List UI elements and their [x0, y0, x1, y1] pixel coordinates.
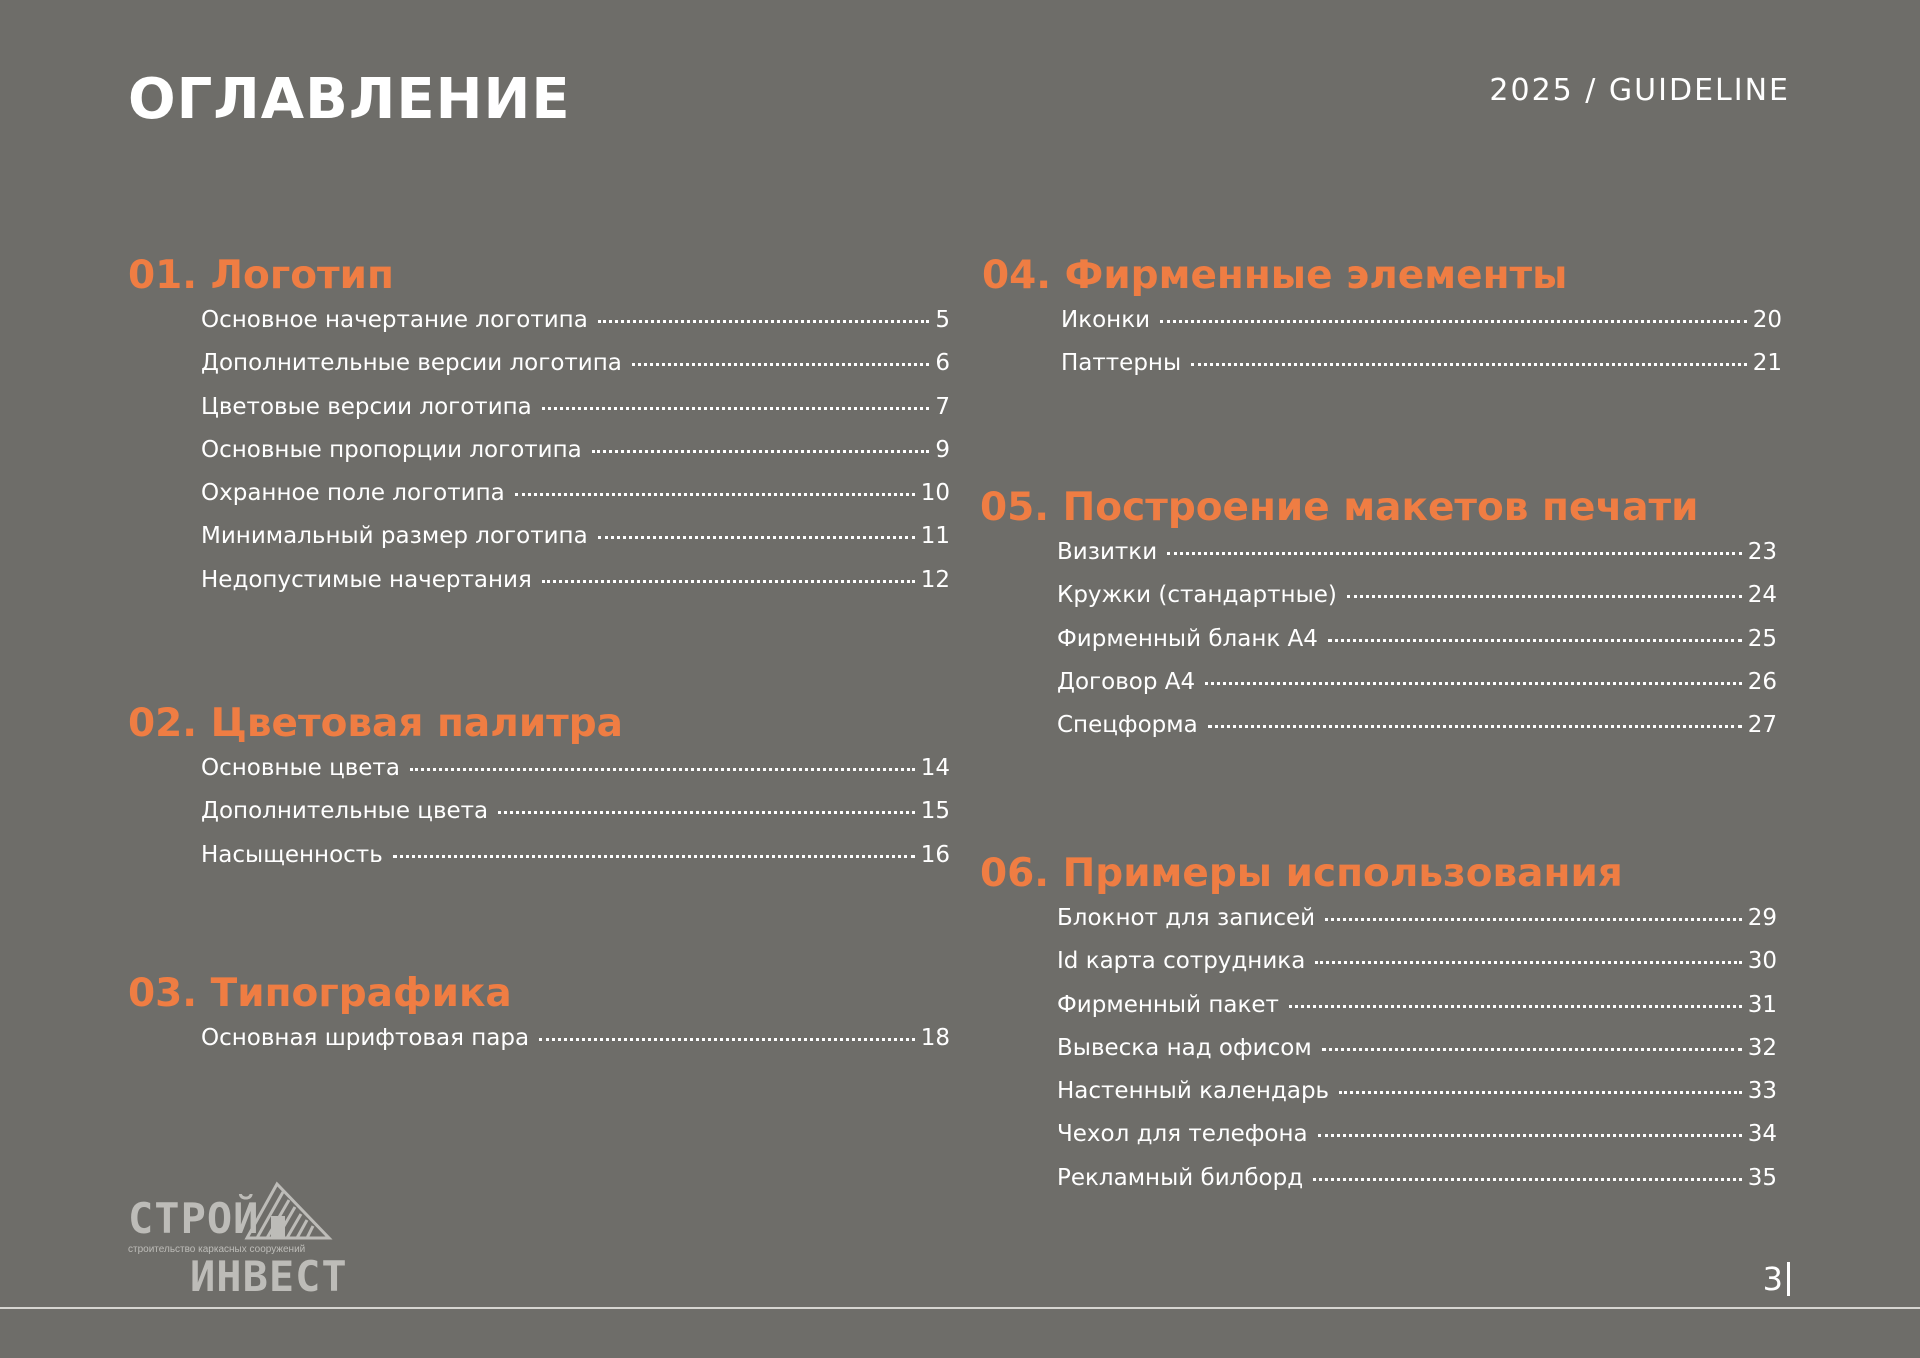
toc-list — [1057, 905, 1777, 1208]
toc-item[interactable] — [201, 755, 950, 798]
dot-leader — [393, 855, 915, 858]
toc-list — [201, 755, 950, 885]
toc-item-label: Паттерны — [1061, 350, 1182, 377]
toc-item[interactable] — [201, 842, 950, 885]
dot-leader — [1322, 1048, 1742, 1051]
toc-item-page: 29 — [1747, 905, 1777, 931]
toc-item-label: Блокнот для записей — [1057, 905, 1316, 931]
toc-list — [201, 307, 950, 610]
toc-section-print-layouts — [980, 484, 1777, 755]
section-title[interactable]: 05. Построение макетов печати — [980, 485, 1699, 530]
toc-item-label: Основные пропорции логотипа — [201, 436, 582, 463]
toc-item-label: Визитки — [1057, 539, 1158, 565]
toc-item-page: 33 — [1747, 1078, 1777, 1105]
toc-item-label: Фирменный бланк А4 — [1057, 625, 1318, 652]
toc-item-page: 20 — [1752, 307, 1782, 333]
toc-item-page: 31 — [1747, 991, 1777, 1018]
toc-item-page: 24 — [1747, 582, 1777, 609]
toc-item[interactable] — [1057, 1078, 1777, 1121]
dot-leader — [542, 580, 915, 583]
toc-item-label: Настенный календарь — [1057, 1078, 1330, 1105]
toc-item-page: 6 — [935, 350, 950, 377]
toc-item-page: 11 — [920, 523, 950, 550]
page-number-divider — [1787, 1262, 1790, 1296]
toc-item-page: 5 — [935, 307, 950, 333]
toc-item-label: Договор А4 — [1057, 668, 1196, 695]
dot-leader — [1289, 1005, 1742, 1008]
dot-leader — [1347, 595, 1742, 598]
dot-leader — [1160, 320, 1747, 323]
toc-section-logo — [128, 252, 950, 610]
toc-item-label: Недопустимые начертания — [201, 566, 532, 593]
dot-leader — [1205, 682, 1742, 685]
dot-leader — [1191, 363, 1747, 366]
toc-item[interactable] — [201, 350, 950, 393]
toc-list — [1057, 539, 1777, 755]
logo-tagline: строительство каркасных сооружений — [128, 1244, 306, 1255]
toc-section-brand-elements — [982, 252, 1782, 394]
toc-item-page: 35 — [1747, 1164, 1777, 1191]
toc-item[interactable] — [1061, 350, 1782, 393]
toc-item-page: 9 — [935, 436, 950, 463]
dot-leader — [498, 811, 915, 814]
document-tag: 2025 / GUIDELINE — [1489, 73, 1790, 108]
toc-item-page: 30 — [1747, 948, 1777, 975]
company-logo — [128, 1180, 348, 1301]
dot-leader — [539, 1038, 915, 1041]
toc-item-label: Основное начертание логотипа — [201, 307, 588, 333]
toc-section-usage-examples — [980, 850, 1777, 1208]
toc-item[interactable] — [201, 523, 950, 566]
toc-item-label: Основная шрифтовая пара — [201, 1025, 530, 1051]
toc-item[interactable] — [201, 1025, 950, 1068]
section-title[interactable]: 03. Типографика — [128, 971, 512, 1016]
toc-item[interactable] — [1057, 948, 1777, 991]
toc-item[interactable] — [1057, 539, 1777, 582]
toc-item-label: Дополнительные версии логотипа — [201, 350, 622, 377]
toc-item-page: 26 — [1747, 668, 1777, 695]
toc-list — [1061, 307, 1782, 394]
page-number: 3 — [1762, 1260, 1783, 1298]
logo-wordmark-top: СТРОЙ — [128, 1194, 260, 1243]
toc-item[interactable] — [201, 567, 950, 610]
dot-leader — [1325, 918, 1742, 921]
section-title[interactable]: 06. Примеры использования — [980, 851, 1623, 896]
toc-item-label: Вывеска над офисом — [1057, 1034, 1312, 1061]
toc-item-page: 12 — [920, 566, 950, 593]
section-title[interactable]: 01. Логотип — [128, 253, 394, 298]
toc-item[interactable] — [1057, 626, 1777, 669]
toc-item-page: 14 — [920, 755, 950, 781]
dot-leader — [598, 536, 915, 539]
toc-item-page: 16 — [920, 841, 950, 868]
toc-item-page: 21 — [1752, 350, 1782, 377]
toc-item[interactable] — [1057, 1165, 1777, 1208]
dot-leader — [1313, 1178, 1742, 1181]
dot-leader — [1208, 725, 1742, 728]
toc-item[interactable] — [201, 798, 950, 841]
toc-item-label: Иконки — [1061, 307, 1151, 333]
dot-leader — [542, 407, 930, 410]
toc-item[interactable] — [1057, 712, 1777, 755]
toc-item[interactable] — [1057, 1121, 1777, 1164]
toc-item-label: Основные цвета — [201, 755, 400, 781]
toc-item[interactable] — [1057, 1035, 1777, 1078]
toc-item[interactable] — [201, 394, 950, 437]
dot-leader — [1328, 639, 1742, 642]
toc-item-label: Чехол для телефона — [1057, 1121, 1308, 1148]
toc-item[interactable] — [1061, 307, 1782, 350]
dot-leader — [515, 493, 915, 496]
toc-item-label: Насыщенность — [201, 841, 383, 868]
dot-leader — [1167, 552, 1742, 555]
dot-leader — [598, 320, 930, 323]
toc-item[interactable] — [201, 307, 950, 350]
toc-item-page: 32 — [1747, 1034, 1777, 1061]
dot-leader — [632, 363, 929, 366]
toc-item-label: Охранное поле логотипа — [201, 480, 505, 507]
toc-item-page: 23 — [1747, 539, 1777, 565]
toc-item[interactable] — [1057, 669, 1777, 712]
logo-wordmark-bottom: ИНВЕСТ — [190, 1252, 348, 1301]
footer-divider — [0, 1307, 1920, 1309]
dot-leader — [1318, 1134, 1742, 1137]
page-title: ОГЛАВЛЕНИЕ — [128, 67, 571, 132]
toc-item-label: Дополнительные цвета — [201, 798, 489, 825]
dot-leader — [410, 768, 915, 771]
dot-leader — [592, 450, 930, 453]
section-title[interactable]: 02. Цветовая палитра — [128, 701, 623, 746]
toc-item-page: 25 — [1747, 625, 1777, 652]
toc-item-label: Спецформа — [1057, 712, 1198, 739]
toc-item[interactable] — [201, 437, 950, 480]
toc-list — [201, 1025, 950, 1068]
section-title[interactable]: 04. Фирменные элементы — [982, 253, 1568, 298]
toc-item-label: Цветовые версии логотипа — [201, 393, 532, 420]
toc-item-label: Id карта сотрудника — [1057, 948, 1306, 975]
toc-item-page: 7 — [935, 393, 950, 420]
toc-item-page: 18 — [920, 1025, 950, 1051]
toc-item-page: 27 — [1747, 712, 1777, 739]
toc-item-page: 15 — [920, 798, 950, 825]
toc-section-palette — [128, 700, 950, 885]
toc-item-label: Рекламный билборд — [1057, 1164, 1304, 1191]
toc-item[interactable] — [201, 480, 950, 523]
toc-item-page: 34 — [1747, 1121, 1777, 1148]
toc-item-label: Минимальный размер логотипа — [201, 523, 588, 550]
toc-item[interactable] — [1057, 992, 1777, 1035]
dot-leader — [1315, 961, 1741, 964]
toc-item-page: 10 — [920, 480, 950, 507]
toc-section-typography — [128, 970, 950, 1068]
toc-item-label: Фирменный пакет — [1057, 991, 1279, 1018]
toc-item-label: Кружки (стандартные) — [1057, 582, 1337, 609]
toc-item[interactable] — [1057, 905, 1777, 948]
toc-item[interactable] — [1057, 582, 1777, 625]
dot-leader — [1339, 1091, 1742, 1094]
